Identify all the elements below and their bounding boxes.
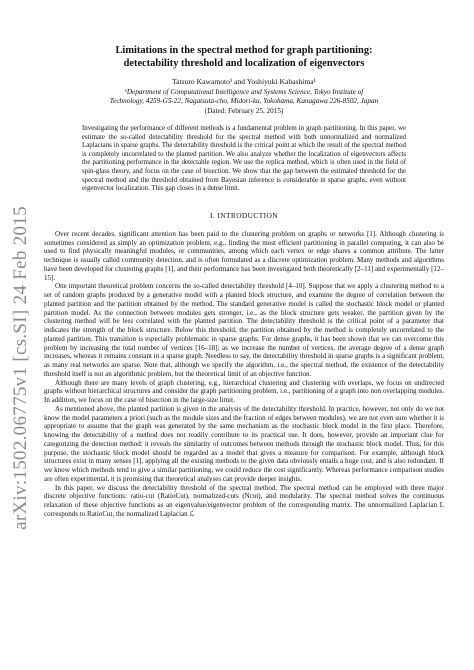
- affiliation-line-2: Technology, 4259-G5-22, Nagatsuta-cho, Midori-ku, Yokohama, Kanagawa 226-8502, Japan: [109, 97, 379, 105]
- paragraph: Over recent decades, significant attention has been paid to the clustering problem on graphs or networks [1]. Although clustering is sometimes considered as simply an optimization problem, e.g., finding the most efficient partitioning in parallel computing, it can also be used to find physically meaningful modules, or communities, among which each vertex or edge shares a common attribute. The latter technique is usually called community detection, and is often formulated as a discrete optimization problem. Many methods and algorithms have been developed for clustering graphs [1], and their performance has been investigated both theoretically [2–11] and experimentally [12–15].: [44, 229, 444, 282]
- arxiv-identifier-text: arXiv:1502.06775v1 [cs.SI] 24 Feb 2015: [10, 206, 31, 530]
- paper-page: [44, 0, 444, 519]
- date-line: (Dated: February 25, 2015): [204, 107, 284, 115]
- paragraph: In this paper, we discuss the detectability threshold of the spectral method. The spectral method can be employed with three major discrete objective functions: ratio-cut (RatioCut), normalized-cuts (Ncut), and modularity. The spectral method solves the continuous relaxation of these objective functions as an eigenvalue/eigenvector problem of the corresponding matrix. The unnormalized Laplacian L corresponds to RatioCut, the normalized Laplacian ℒ: [44, 483, 444, 518]
- abstract: Investigating the performance of different methods is a fundamental problem in graph partitioning. In this paper, we estimate the so-called detectability threshold for the spectral method with both unnormalized and normalized Laplacians in sparse graphs. The detectability threshold is the critical point at which the result of the spectral method is completely uncorrelated to the planted partition. We also analyze whether the localization of eigenvectors affects the partitioning performance in the detectable region. We use the replica method, which is often used in the field of spin-glass theory, and focus on the case of bisection. We show that the gap between the estimated threshold for the spectral method and the threshold obtained from Bayesian inference is considerable in sparse graphs, even without eigenvector localization. This gap closes in a dense limit.: [82, 125, 406, 193]
- author-list: Tatsuro Kawamoto¹ and Yoshiyuki Kabashima¹: [172, 77, 316, 86]
- affiliation: [44, 88, 444, 106]
- paragraph: As mentioned above, the planted partition is given in the analysis of the detectability threshold. In practice, however, not only do we not know the model parameters a priori (such as the module sizes and the fraction of edges between modules), we are not even sure whether it is appropriate to assume that the graph was generated by the same mechanism as the stochastic block model in the first place. Therefore, knowing the detectability of a method does not readily contribute to its practical use. It does, however, provide an important clue for categorizing the detection method: it reveals the similarity of outcomes between methods through the stochastic block model. Thus, for this purpose, the stochastic block model should be regarded as a model that gives a measure for comparison. For example, although block structures exist in many senses [1], applying all the existing methods to the given data obviously entails a huge cost, and is also redundant. If we know which methods tend to give a similar partitioning, we could reduce the cost significantly. Whereas performance comparison studies are often experimental, it is promising that theoretical analyses can provide deeper insights.: [44, 404, 444, 483]
- section-heading-introduction: I. INTRODUCTION: [210, 210, 278, 220]
- arxiv-identifier-stamp: [4, 206, 38, 530]
- introduction-body: [44, 230, 444, 519]
- affiliation-line-1: ¹Department of Computational Intelligence and Systems Science, Tokyo Institute of: [124, 88, 364, 96]
- title-line-1: Limitations in the spectral method for graph partitioning:: [115, 45, 373, 56]
- title-line-2: detectability threshold and localization of eigenvectors: [123, 57, 365, 69]
- paper-title: [44, 45, 444, 70]
- paragraph: Although there are many levels of graph clustering, e.g., hierarchical clustering and clustering with overlaps, we focus on undirected graphs without hierarchical structures and consider the graph partitioning problem, i.e., partitioning of a graph into non overlapping modules. In addition, we focus on the case of bisection in the large-size limit.: [44, 378, 444, 404]
- paragraph: One important theoretical problem concerns the so-called detectability threshold [4–10]. Suppose that we apply a clustering method to a set of random graphs produced by a generative model with a planted block structure, and examine the degree of correlation between the planted partition and the partition obtained by the method. The standard generative model is called the stochastic block model or planted partition model. As the connection between modules gets stronger, i.e., as the block structure gets weaker, the partition given by the clustering method will be less correlated with the planted partition. The detectability threshold is the critical point of a parameter that indicates the strength of the block structure. Below this threshold, the partition obtained by the method is completely uncorrelated to the planted partition. This transition is especially problematic in sparse graphs. For dense graphs, it has been shown that we can overcome this problem by increasing the total number of vertices [16–18]; as we increase the number of vertices, the average degree of a dense graph increases, whereas it remains constant in a sparse graph. Needless to say, the detectability threshold in sparse graphs is a significant problem, as many real networks are sparse. Note that, although we specify the algorithm, i.e., the spectral method, the existence of the detectability threshold itself is not an algorithmic problem, but the theoretical limit of an objective function.: [44, 282, 444, 378]
